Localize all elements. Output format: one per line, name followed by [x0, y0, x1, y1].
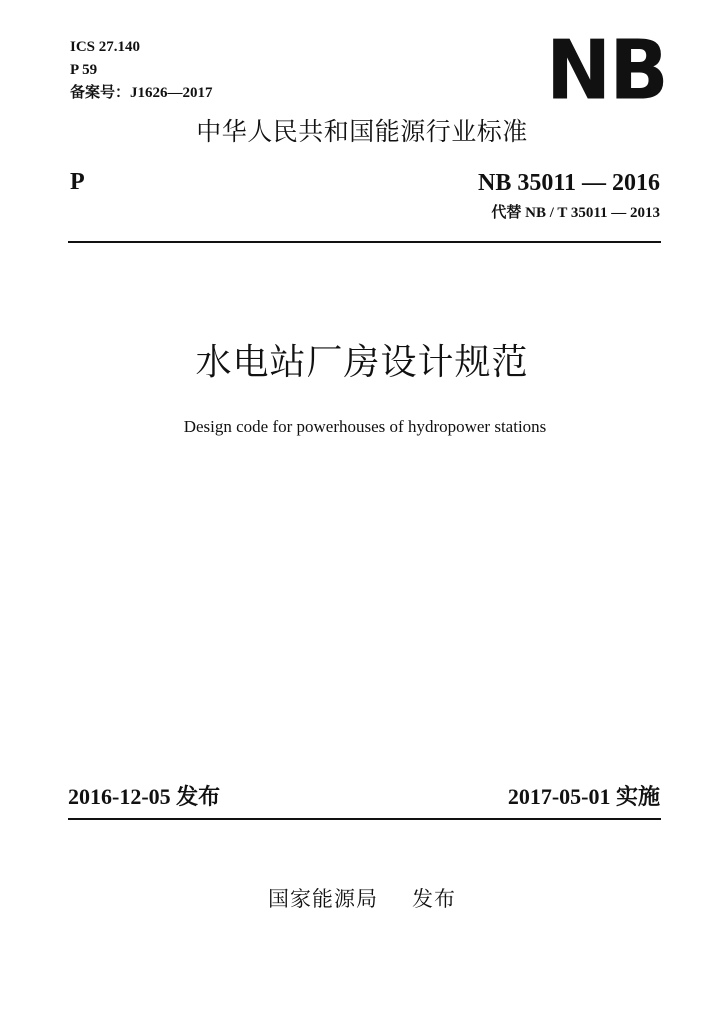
filing-number: 备案号：J1626—2017: [70, 85, 213, 101]
publisher-action: 发布: [412, 887, 456, 911]
ics-code: ICS 27.140: [70, 39, 141, 55]
standard-category: 中华人民共和国能源行业标准: [196, 117, 528, 146]
top-divider: [68, 241, 661, 243]
bottom-divider: [68, 818, 661, 820]
publisher-line: [0, 884, 724, 914]
document-title-english: Design code for powerhouses of hydropower stations: [183, 417, 547, 436]
issue-date: 2016-12-05 发布: [68, 784, 221, 809]
implementation-date: 2017-05-01 实施: [507, 784, 660, 809]
classification-code: P 59: [70, 62, 98, 78]
standard-number: NB 35011 — 2016: [477, 170, 660, 196]
nb-logo: NB: [546, 23, 667, 119]
document-title-chinese: 水电站厂房设计规范: [195, 342, 529, 383]
classification-letter: P: [70, 169, 85, 195]
publisher-name: 国家能源局: [268, 887, 378, 911]
replaces-standard: 代替 NB / T 35011 — 2013: [491, 205, 660, 221]
